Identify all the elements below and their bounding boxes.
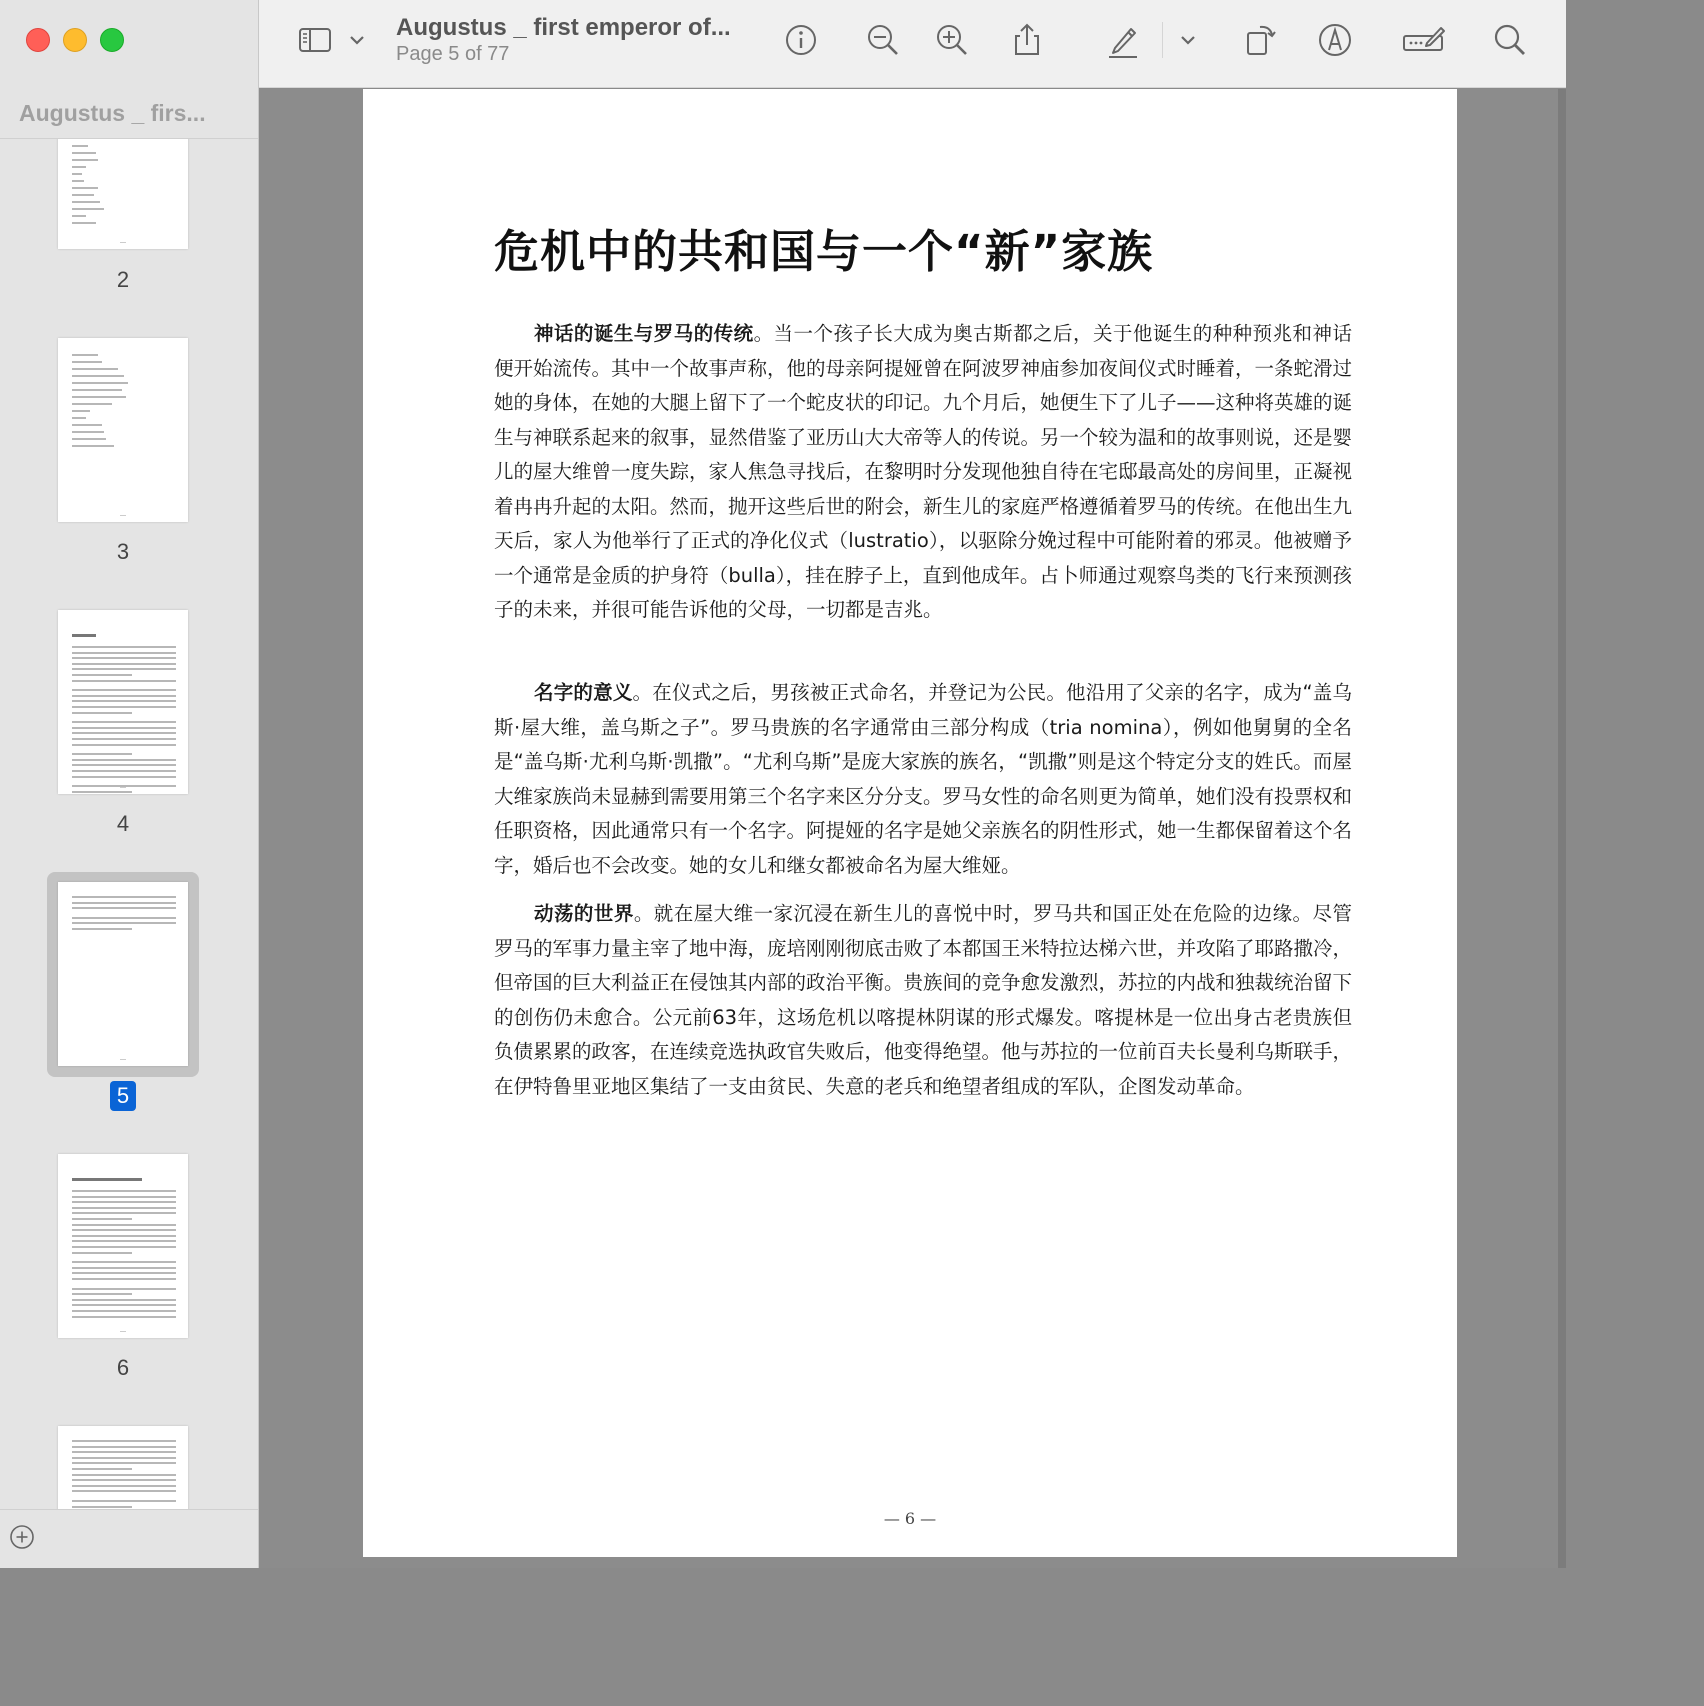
thumbnail-text-line — [72, 700, 176, 702]
thumbnail-text-line — [72, 663, 176, 665]
thumbnail-text-line — [72, 1235, 176, 1237]
thumbnail-text-line — [72, 410, 90, 412]
thumbnail-text-line — [72, 652, 176, 654]
thumbnail-footer-mark — [120, 242, 126, 243]
thumbnail-text-line — [72, 674, 132, 676]
thumbnail-text-line — [72, 368, 118, 370]
search-icon[interactable] — [1492, 21, 1528, 59]
page-heading: 危机中的共和国与一个“新”家族 — [494, 225, 1154, 278]
thumbnail-text-line — [72, 1500, 176, 1502]
paragraph-lead: 名字的意义 — [534, 681, 633, 704]
sidebar-toggle-icon[interactable] — [297, 21, 333, 59]
thumbnail-list[interactable] — [0, 139, 258, 1509]
thumbnail-text-line — [72, 657, 176, 659]
thumbnail-text-line — [72, 917, 176, 919]
highlight-pen-icon[interactable] — [1105, 21, 1141, 59]
thumbnail-text-line — [72, 215, 86, 217]
minimize-window-button[interactable] — [63, 28, 87, 52]
page-thumbnail-label: 6 — [116, 1355, 130, 1380]
page-number-footer: — 6 — — [883, 1509, 937, 1528]
thumbnail-text-line — [72, 668, 176, 670]
chevron-down-icon[interactable] — [344, 21, 370, 59]
thumbnail-text-line — [72, 361, 102, 363]
thumbnail-text-line — [72, 764, 176, 766]
thumbnail-sidebar — [0, 0, 259, 1568]
thumbnail-text-line — [72, 1240, 176, 1242]
markup-icon[interactable] — [1317, 21, 1353, 59]
rotate-icon[interactable] — [1242, 21, 1278, 59]
thumbnail-text-line — [72, 1224, 176, 1226]
share-icon[interactable] — [1009, 21, 1045, 59]
thumbnail-text-line — [72, 201, 100, 203]
thumbnail-text-line — [72, 634, 96, 637]
paragraph-lead: 动荡的世界 — [534, 902, 634, 925]
paragraph-lead: 神话的诞生与罗马的传统 — [534, 322, 754, 345]
thumbnail-text-line — [72, 208, 104, 210]
form-fill-icon[interactable] — [1401, 21, 1447, 59]
thumbnail-text-line — [72, 1229, 176, 1231]
close-window-button[interactable] — [26, 28, 50, 52]
thumbnail-text-line — [72, 738, 176, 740]
pdf-page — [363, 89, 1457, 1557]
thumbnail-footer-mark — [120, 515, 126, 516]
thumbnail-text-line — [72, 1440, 176, 1442]
thumbnail-text-line — [72, 1299, 176, 1301]
thumbnail-text-line — [72, 222, 96, 224]
thumbnail-text-line — [72, 1261, 176, 1263]
thumbnail-text-line — [72, 145, 88, 147]
toolbar — [259, 0, 1566, 88]
page-thumbnail-label: 2 — [116, 267, 130, 292]
body-paragraph — [494, 317, 1352, 628]
thumbnail-text-line — [72, 1490, 176, 1492]
thumbnail-text-line — [72, 1293, 132, 1295]
thumbnail-text-line — [72, 354, 98, 356]
thumbnail-footer-mark — [120, 787, 126, 788]
thumbnail-text-line — [72, 1316, 176, 1318]
thumbnail-text-line — [72, 389, 122, 391]
thumbnail-text-line — [72, 896, 176, 898]
thumbnail-text-line — [72, 1267, 176, 1269]
thumbnail-text-line — [72, 1201, 176, 1203]
thumbnail-text-line — [72, 1485, 176, 1487]
thumbnail-text-line — [72, 1474, 176, 1476]
thumbnail-text-line — [72, 431, 104, 433]
thumbnail-footer-mark — [120, 1059, 126, 1060]
paragraph-text: 。当一个孩子长大成为奥古斯都之后，关于他诞生的种种预兆和神话便开始流传。其中一个故事声称，他的母亲阿提娅曾在阿波罗神庙参加夜间仪式时睡着，一条蛇滑过她的身体，在她的大腿上留下了一个蛇皮状的印记。九个月后，她便生下了儿子——这种将英雄的诞生与神联系起来的叙事，显然借鉴了亚历山大大帝等人的传说。另一个较为温和的故事则说，还是婴儿的屋大维曾一度失踪，家人焦急寻找后，在黎明时分发现他独自待在宅邸最高处的房间里，正凝视着冉冉升起的太阳。然而，抛开这些后世的附会，新生儿的家庭严格遵循着罗马的传统。在他出生九天后，家人为他举行了正式的净化仪式（lustratio），以驱除分娩过程中可能附着的邪灵。他被赠予一个通常是金质的护身符（bulla），挂在脖子上，直到他成年。占卜师通过观察鸟类的飞行来预测孩子的未来，并很可能告诉他的父母，一切都是吉兆。 — [494, 322, 1353, 621]
thumbnail-text-line — [72, 1218, 132, 1220]
page-thumbnail-label-selected — [58, 1081, 188, 1111]
sidebar-footer — [0, 1509, 258, 1568]
thumbnail-text-line — [72, 1196, 176, 1198]
thumbnail-text-line — [72, 706, 176, 708]
thumbnail-text-line — [72, 907, 176, 909]
thumbnail-text-line — [72, 194, 94, 196]
page-thumbnail-label: 4 — [116, 811, 130, 836]
thumbnail-text-line — [72, 680, 176, 682]
thumbnail-footer-mark — [120, 1331, 126, 1332]
thumbnail-text-line — [72, 180, 84, 182]
thumbnail-text-line — [72, 1310, 176, 1312]
thumbnail-text-line — [72, 712, 132, 714]
page-thumbnail-6[interactable] — [58, 1154, 188, 1338]
thumbnail-text-line — [72, 1462, 176, 1464]
thumbnail-text-line — [72, 1468, 132, 1470]
page-thumbnail-label: 3 — [116, 539, 130, 564]
plus-circle-icon[interactable] — [9, 1524, 35, 1550]
thumbnail-text-line — [72, 1446, 176, 1448]
thumbnail-text-line — [72, 438, 106, 440]
thumbnail-text-line — [72, 187, 98, 189]
chevron-down-icon[interactable] — [1175, 21, 1201, 59]
thumbnail-text-line — [72, 721, 176, 723]
document-title: Augustus _ first emperor of... — [396, 14, 731, 41]
thumbnail-text-line — [72, 928, 132, 930]
thumbnail-text-line — [72, 753, 132, 755]
thumbnail-text-line — [72, 776, 176, 778]
thumbnail-text-line — [72, 1272, 176, 1274]
thumbnail-text-line — [72, 1457, 176, 1459]
thumbnail-text-line — [72, 166, 86, 168]
zoom-out-icon[interactable] — [865, 21, 901, 59]
thumbnail-text-line — [72, 695, 176, 697]
thumbnail-text-line — [72, 646, 176, 648]
page-thumbnail-7[interactable] — [58, 1426, 188, 1509]
vertical-scrollbar[interactable] — [1558, 89, 1566, 1568]
page-thumbnail-3[interactable] — [58, 338, 188, 522]
thumbnail-text-line — [72, 152, 96, 154]
thumbnail-text-line — [72, 770, 176, 772]
page-indicator: Page 5 of 77 — [396, 43, 510, 65]
zoom-in-icon[interactable] — [934, 21, 970, 59]
page-thumbnail-2[interactable] — [58, 139, 188, 249]
paragraph-text: 。就在屋大维一家沉浸在新生儿的喜悦中时，罗马共和国正处在危险的边缘。尽管罗马的军事力量主宰了地中海，庞培刚刚彻底击败了本都国王米特拉达梯六世，并攻陷了耶路撒冷，但帝国的巨大利益正在侵蚀其内部的政治平衡。贵族间的竞争愈发激烈，苏拉的内战和独裁统治留下的创伤仍未愈合。公元前63年，这场危机以喀提林阴谋的形式爆发。喀提林是一位出身古老贵族但负债累累的政客，在连续竞选执政官失败后，他变得绝望。他与苏拉的一位前百夫长曼利乌斯联手，在伊特鲁里亚地区集结了一支由贫民、失意的老兵和绝望者组成的军队，企图发动革命。 — [494, 902, 1353, 1098]
thumbnail-text-line — [72, 922, 176, 924]
thumbnail-text-line — [72, 445, 114, 447]
page-thumbnail-5[interactable] — [58, 882, 188, 1066]
paragraph-text: 。在仪式之后，男孩被正式命名，并登记为公民。他沿用了父亲的名字，成为“盖乌斯·屋大维，盖乌斯之子”。罗马贵族的名字通常由三部分构成（tria nomina），例如他舅舅的全名是“盖乌斯·尤利乌斯·凯撒”。“尤利乌斯”是庞大家族的族名，“凯撒”则是这个特定分支的姓氏。而屋大维家族尚未显赫到需要用第三个名字来区分分支。罗马女性的命名则更为简单，她们没有投票权和任职资格，因此通常只有一个名字。阿提娅的名字是她父亲族名的阴性形式，她一生都保留着这个名字，婚后也不会改变。她的女儿和继女都被命名为屋大维娅。 — [494, 681, 1353, 877]
thumbnail-text-line — [72, 1207, 176, 1209]
thumbnail-text-line — [72, 159, 98, 161]
thumbnail-text-line — [72, 396, 126, 398]
thumbnail-text-line — [72, 1246, 176, 1248]
thumbnail-text-line — [72, 375, 124, 377]
thumbnail-text-line — [72, 1190, 176, 1192]
thumbnail-text-line — [72, 902, 176, 904]
thumbnail-text-line — [72, 1278, 176, 1280]
thumbnail-text-line — [72, 791, 132, 793]
thumbnail-text-line — [72, 1304, 176, 1306]
thumbnail-text-line — [72, 732, 176, 734]
thumbnail-text-line — [72, 744, 176, 746]
thumbnail-text-line — [72, 1288, 176, 1290]
thumbnail-text-line — [72, 1252, 132, 1254]
page-thumbnail-4[interactable] — [58, 610, 188, 794]
toolbar-separator — [1162, 22, 1163, 58]
thumbnail-text-line — [72, 1451, 176, 1453]
thumbnail-text-line — [72, 1506, 132, 1508]
thumbnail-text-line — [72, 1178, 142, 1181]
thumbnail-text-line — [72, 382, 128, 384]
thumbnail-text-line — [72, 424, 102, 426]
thumbnail-text-line — [72, 173, 82, 175]
sidebar-document-title: Augustus _ firs... — [19, 100, 206, 126]
info-icon[interactable] — [783, 21, 819, 59]
body-paragraph — [494, 897, 1352, 1104]
thumbnail-text-line — [72, 689, 176, 691]
thumbnail-text-line — [72, 403, 112, 405]
thumbnail-text-line — [72, 759, 176, 761]
thumbnail-text-line — [72, 417, 86, 419]
thumbnail-text-line — [72, 727, 176, 729]
body-paragraph — [494, 676, 1352, 883]
thumbnail-text-line — [72, 1212, 176, 1214]
selected-page-badge: 5 — [110, 1081, 136, 1111]
thumbnail-text-line — [72, 1479, 176, 1481]
zoom-window-button[interactable] — [100, 28, 124, 52]
